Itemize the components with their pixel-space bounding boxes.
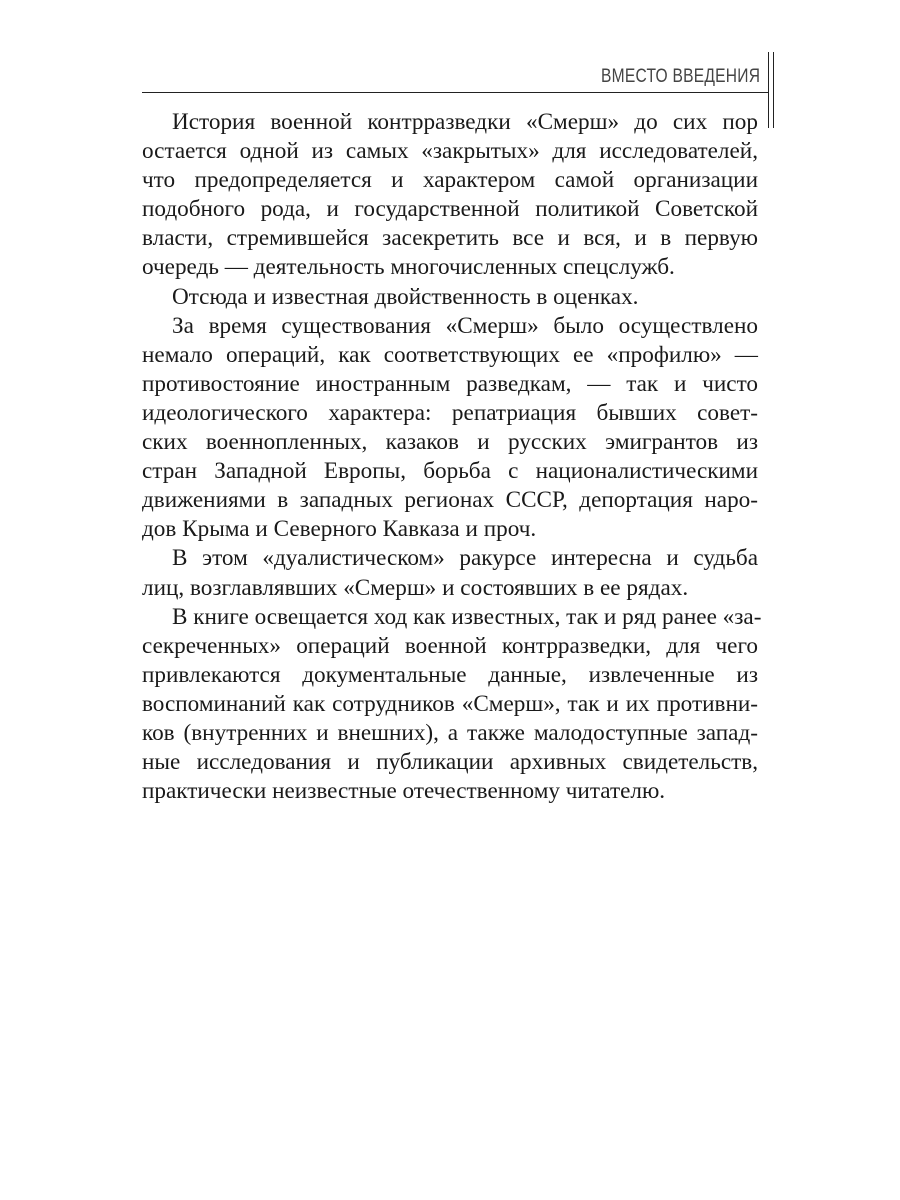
text-line: практически неизвестные отечественному читателю. [142,778,666,805]
body-text [142,108,762,806]
text-line: дов Крыма и Северного Кавказа и проч. [142,516,537,543]
text-line: остается одной из самых «закрытых» для исследователей, [142,138,758,165]
text-line: ских военнопленных, казаков и русских эмигрантов из [142,429,758,456]
text-line: привлекаются документальные данные, извлеченные из [142,661,758,688]
paragraph [142,312,758,545]
text-line: идеологического характера: репатриация бывших совет- [142,399,758,426]
text-line: История военной контрразведки «Смерш» до сих пор [172,109,758,135]
text-line: ные исследования и публикации архивных свидетельств, [142,749,758,776]
text-line: противостояние иностранным разведкам, — так и чисто [142,370,758,397]
paragraph [142,108,758,283]
paragraph [142,544,758,602]
running-head: ВМЕСТО ВВЕДЕНИЯ [600,66,760,87]
text-line: немало операций, как соответствующих ее «профилю» — [142,341,758,368]
text-line: В книге освещается ход как известных, так и ряд ранее «за- [172,603,762,630]
text-line: власти, стремившейся засекретить все и вся, и в первую [142,225,758,252]
text-line: подобного рода, и государственной политикой Советской [142,196,758,223]
header-vertical-bar [768,52,769,128]
text-line: движениями в западных регионах СССР, депортация наро- [142,487,758,514]
text-line: ков (внутренних и внешних), а также малодоступные запад- [142,719,758,746]
paragraph [142,283,758,312]
text-line: лиц, возглавлявших «Смерш» и состоявших в ее рядах. [142,574,689,601]
header-rule [142,92,768,93]
text-line: стран Западной Европы, борьба с националистическими [142,458,758,485]
paragraph [142,603,762,807]
text-line: В этом «дуалистическом» ракурсе интересна и судьба [172,545,758,572]
header-vertical-bar [773,52,774,128]
text-line: За время существования «Смерш» было осуществлено [172,312,758,339]
text-line: Отсюда и известная двойственность в оценках. [172,283,639,310]
text-line: секреченных» операций военной контрразведки, для чего [142,632,758,659]
text-line: что предопределяется и характером самой организации [142,167,758,194]
text-line: воспоминаний как сотрудников «Смерш», так и их противни- [142,690,758,717]
text-line: очередь — деятельность многочисленных спецслужб. [142,254,675,281]
